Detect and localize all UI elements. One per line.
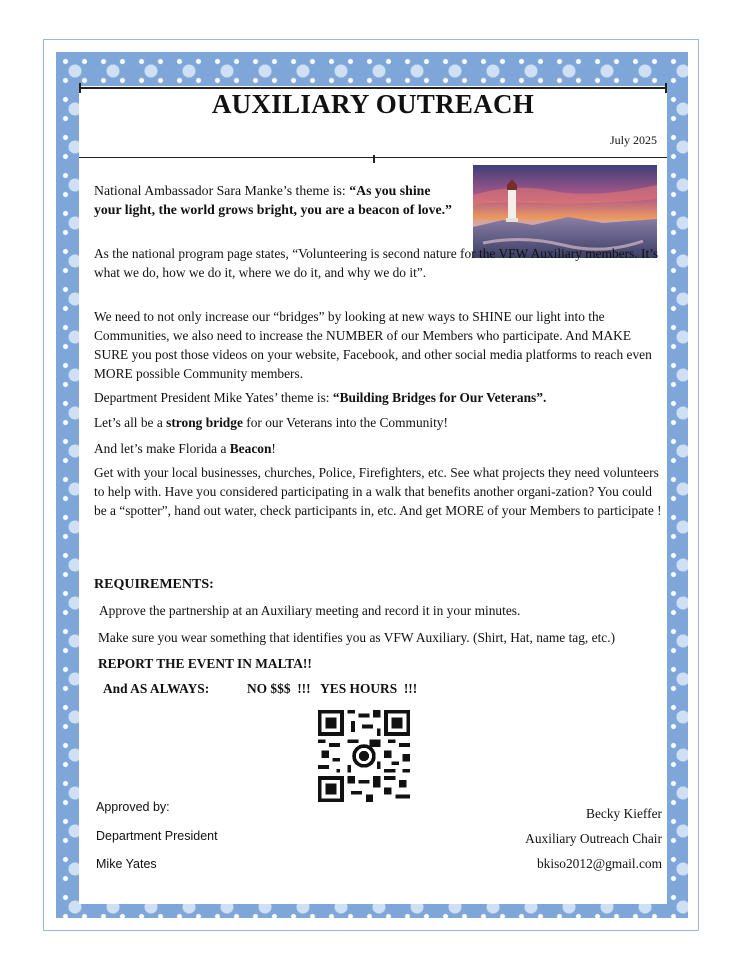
beacon-suffix: ! [271, 441, 276, 456]
strong-bridge-suffix: for our Veterans into the Community! [242, 415, 448, 430]
strong-bridge-prefix: Let’s all be a [94, 415, 167, 430]
ambassador-theme-quote: “As you shine your light, the world grows bright, you are a beacon of love.” [94, 183, 452, 217]
ambassador-theme-paragraph [94, 181, 454, 219]
approver-name: Mike Yates [96, 857, 157, 871]
requirement-always-value: NO $$$ !!! YES HOURS !!! [247, 681, 418, 696]
requirement-wear: Make sure you wear something that identifies you as VFW Auxiliary. (Shirt, Hat, name tag, etc.) [98, 630, 616, 645]
approved-by-label: Approved by: [96, 800, 170, 814]
approver-title: Department President [96, 829, 218, 843]
strong-bridge-bold: strong bridge [166, 415, 243, 430]
requirements-heading: REQUIREMENTS: [94, 577, 214, 592]
beacon-bold: Beacon [229, 441, 272, 456]
beacon-paragraph [94, 439, 666, 458]
national-program-text: As the national program page states, “Volunteering is second nature for the VFW Auxiliary members. It’s what we do, how we do it, where we do it, and why we do it”. [94, 246, 659, 280]
issue-date: July 2025 [609, 133, 657, 147]
requirement-always-label: And AS ALWAYS: [103, 681, 210, 696]
page-title: AUXILIARY OUTREACH [211, 89, 535, 119]
national-program-paragraph [94, 244, 666, 282]
requirement-report: REPORT THE EVENT IN MALTA!! [98, 656, 312, 671]
bridges-text: We need to not only increase our “bridges” by looking at new ways to SHINE our light into the Communities, we also need to increase the NUMBER of our Members who participate. And MAKE SURE you post those videos on your website, Facebook, and other social media platforms to reach even MORE possible Community members. [94, 309, 652, 381]
signature-role: Auxiliary Outreach Chair [525, 831, 662, 846]
ambassador-theme-intro: National Ambassador Sara Manke’s theme is: [94, 183, 350, 198]
strong-bridge-paragraph [94, 413, 666, 432]
signature-name: Becky Kieffer [586, 806, 662, 821]
signature-email: bkiso2012@gmail.com [536, 856, 662, 871]
header-center-mark [373, 155, 375, 163]
local-businesses-text: Get with your local businesses, churches, Police, Firefighters, etc. See what projects they need volunteers to help with. Have you considered participating in a walk that benefits another organi-zation? You could be a “spotter”, hand out water, check participants in, etc. And get MORE of your Members to participate ! [94, 465, 662, 518]
qr-code [318, 710, 410, 802]
bridges-paragraph [94, 307, 666, 383]
local-businesses-paragraph [94, 463, 666, 520]
beacon-prefix: And let’s make Florida a [94, 441, 230, 456]
president-theme-paragraph [94, 388, 666, 407]
header-box [79, 87, 667, 158]
president-theme-intro: Department President Mike Yates’ theme is: [94, 390, 333, 405]
requirement-approve: Approve the partnership at an Auxiliary meeting and record it in your minutes. [99, 603, 521, 618]
president-theme-quote: “Building Bridges for Our Veterans”. [332, 390, 547, 405]
